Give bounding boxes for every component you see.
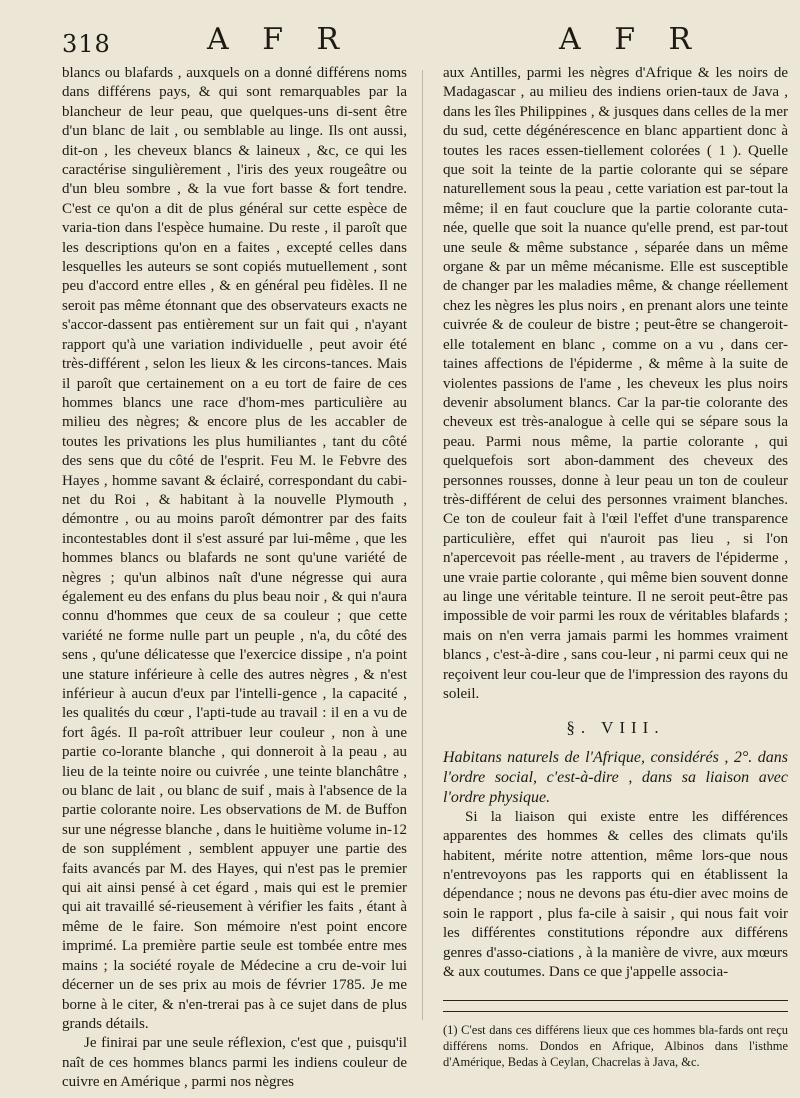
section-subtitle: Habitans naturels de l'Afrique, considérés , 2°. dans l'ordre social, c'est-à-dire , dans sa liaison avec l'ordre physique.	[443, 748, 788, 806]
running-head-right: A F R	[559, 22, 704, 57]
page-number: 318	[62, 30, 111, 58]
footnote: (1) C'est dans ces différens lieux que ces hommes bla-fards ont reçu différens noms. Dondos en Afrique, Albinos dans l'isthme d'Amérique, Bedas à Ceylan, Chacrelas à Java, &c.	[443, 1023, 788, 1070]
section-heading: §. VIII.	[566, 718, 665, 738]
right-paragraph-1: aux Antilles, parmi les nègres d'Afrique & les noirs de Madagascar , au milieu des indiens orien-taux de Java , dans les îles Philippines , & jusques dans celles de la mer du sud, cette dégénérescence en blanc appartient donc à toutes les races essen-tiellement colorées ( 1 ). Quelle que soit la teinte de la partie colorante qui se sépare naturellement sous la peau , cette variation est par-tout la même; il en faut couclure que la partie colorante cuta-née, quelle que soit la nuance qu'elle prend, est par-tout une seule & même substance , séparée dans un même organe & par un même mécanisme. Elle est susceptible de changer par les maladies même, & change réellement chez les nègres les plus noirs , en prenant alors une teinte cuivrée & de couleur de bistre ; peut-être se changeroit-elle totalement en blanc , comme on a vu , dans cer-taines affections de l'épiderme , & même à la suite de violentes passions de l'ame , les cheveux les plus noirs devenir absolument blancs. Car la par-tie colorante des cheveux est très-analogue à celle qui se sépare sous la peau. Parmi nous même, la partie colorante , qui quelquefois sort abon-damment des cheveux des personnes rousses, donne à leur peau un ton de couleur très-différent de celui des personnes vraiment blanches. Ce ton de couleur fait à l'œil l'effet d'une transparence particulière, effet qui n'auroit pas lieu , si l'on n'apercevoit pas réelle-ment , au travers de l'épiderme , une vraie partie colorante , qui même bien souvent donne au linge une véritable teinture. Il ne seroit peut-être pas impossible de voir parmi les roux de véritables blafards ; mais on n'en verra jamais parmi les hommes vraiment blancs , c'est-à-dire , sans cou-leur , ni parmi ceux qui ne reçoivent leur cou-leur que de l'impression des rayons du soleil.	[443, 65, 788, 702]
left-paragraph-2: Je finirai par une seule réflexion, c'est que , puisqu'il naît de ces hommes blancs parmi les indiens couleur de cuivre en Amérique , parmi nos nègres	[62, 1035, 407, 1091]
page-header	[62, 22, 748, 66]
left-paragraph-1: blancs ou blafards , auxquels on a donné différens noms dans différens pays, & qui sont remarquables par la blancheur de leur peau, que quelques-uns di-sent être d'un blanc de lait , ou semblable au linge. Ils ont aussi, dit-on , les cheveux blancs & laineux , &c, ce qui les caractérise singulièrement , l'iris des yeux rougeâtre ou d'un bleu sombre , & la vue fort basse & fort tendre. C'est ce qu'on a dit de plus général sur cette espèce de varia-tion dans l'espèce humaine. Du reste , il paroît que les descriptions qu'on en a faites , excepté celles dans lesquelles les auteurs se sont copiés mutuellement , sont peu d'accord entre elles , & en général peu fidèles. Il ne seroit pas même étonnant que des observateurs exacts ne s'accor-dassent pas entièrement sur un fait qui , n'ayant rapport qu'à une variation individuelle , peut avoir été très-différent , selon les lieux & les circons-tances. Mais il paroît que certainement on a eu tort de faire de ces hommes blancs une race d'hom-mes particulière au milieu des nègres; & encore plus de les accabler de toutes les privations les plus humiliantes , tant du côté des sens que du côté de l'esprit. Feu M. le Febvre des Hayes , homme savant & éclairé, correspondant du cabi-net du Roi , & habitant à la nouvelle Plymouth , démontre , ou au moins paroît démontrer par des faits incontestables dont il s'est assuré par lui-même , que les hommes blancs ou blafards ne sont qu'une variété de nègres ; qu'un albinos naît d'une négresse qui aura également eu des enfans du plus beau noir , & qui n'aura connu d'hommes que ceux de sa couleur ; que cette variété ne forme nulle part un peuple , n'a, du côté des sens , qu'une délicatesse que l'exercice dissipe , n'a point une stature inférieure à celle des autres nègres , & n'est inférieur à aucun d'eux par l'intelli-gence , la capacité , les qualités du cœur , l'apti-tude au travail : il en a vu de fort âgés. Il pa-roît attribuer leur couleur , non à une partie co-lorante blanche , qui donneroit à la peau , au lieu de la teinte noire ou cuivrée , une teinte blanchâtre , ou blanc de lait , ou blanc de suif , mais à l'absence de la partie colorante noire. Les observations de M. de Buffon sur une négresse blanche , dans le huitième volume in-12 de son supplément , semblent appuyer une partie des faits avancés par M. des Hayes, qui n'est pas le premier qui ait ainsi pensé à cet égard , mais qui est le premier qui ait travaillé sé-rieusement à vérifier les faits , étant à même de le faire. Son mémoire n'est point encore imprimé. La première partie seule est tombée entre mes mains ; la société royale de Médecine a cru de-voir lui décerner un de ses prix au mois de février 1785. Je me borne à le citer, & n'en-trerai pas à ce sujet dans de plus grands détails.	[62, 65, 407, 1032]
footnote-rule-2	[443, 1011, 788, 1012]
left-column	[62, 64, 407, 1093]
column-divider	[422, 70, 423, 1020]
running-head-left: A F R	[207, 22, 352, 57]
right-column	[443, 64, 788, 1070]
footnote-rule	[443, 1000, 788, 1001]
right-paragraph-2: Si la liaison qui existe entre les différences apparentes des hommes & celles des climats qu'ils habitent, mérite notre attention, même lors-que nous n'entrevoyons pas les rapports qui en établissent la dépendance ; nous ne devons pas étu-dier avec moins de soin le rapport , plus fa-cile à saisir , qui nous fait voir les différentes constitutions répondre aux différens genres d'asso-ciations , à la manière de vivre, aux mœurs & aux coutumes. Dans ce que j'appelle associa-	[443, 808, 788, 981]
